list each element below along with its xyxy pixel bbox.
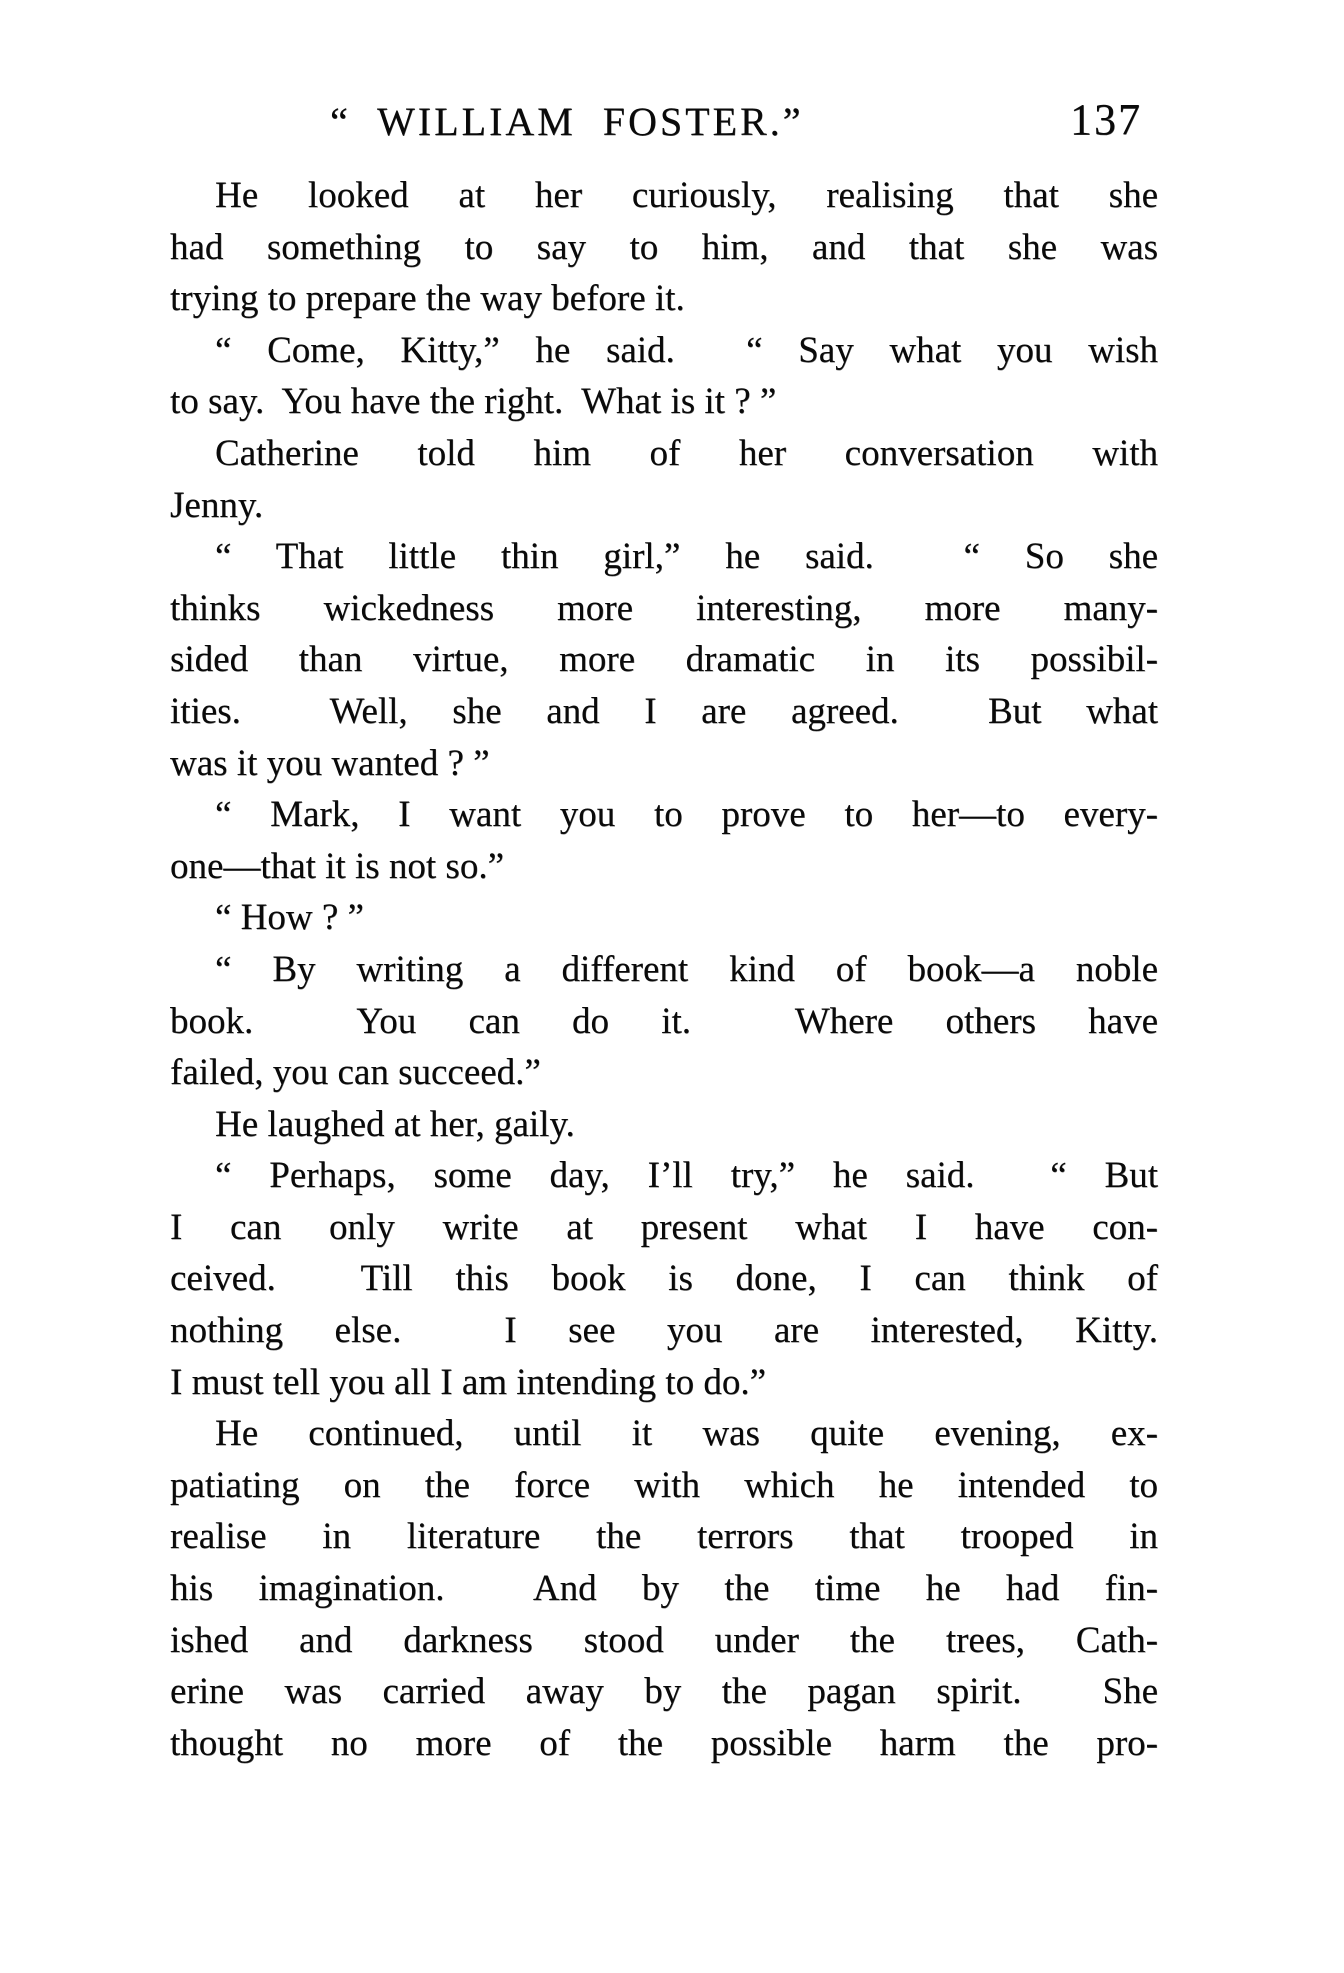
text-line: nothing else. I see you are interested, Kitty. [170,1310,1158,1352]
text-line: patiating on the force with which he intended to [170,1464,1158,1506]
page-title: “ WILLIAM FOSTER.” [330,99,804,144]
text-line: “ Mark, I want you to prove to her—to every- [215,794,1158,836]
text-line: thought no more of the possible harm the pro- [170,1722,1158,1764]
text-line: his imagination. And by the time he had fin- [170,1568,1158,1610]
text-line: “ Perhaps, some day, I’ll try,” he said. “ But [215,1155,1158,1197]
text-line: Jenny. [170,484,264,526]
text-line: failed, you can succeed.” [170,1052,541,1094]
text-line: I can only write at present what I have con- [170,1206,1158,1248]
text-line: I must tell you all I am intending to do.” [170,1361,767,1403]
text-line: ities. Well, she and I are agreed. But what [170,690,1158,732]
text-line: realise in literature the terrors that trooped in [170,1516,1158,1558]
text-line: “ That little thin girl,” he said. “ So she [215,536,1158,578]
text-line: trying to prepare the way before it. [170,278,685,320]
text-line: erine was carried away by the pagan spirit. She [170,1671,1158,1713]
running-header [170,94,1158,150]
text-line: book. You can do it. Where others have [170,1000,1158,1042]
text-line: Catherine told him of her conversation with [215,432,1158,474]
text-line: ceived. Till this book is done, I can think of [170,1258,1158,1300]
body-text [170,170,1158,1769]
text-line: “ How ? ” [215,897,364,939]
page-number: 137 [1070,95,1142,144]
text-line: one—that it is not so.” [170,845,504,887]
text-line: had something to say to him, and that she was [170,226,1158,268]
text-line: was it you wanted ? ” [170,742,490,784]
text-line: sided than virtue, more dramatic in its possibil- [170,639,1158,681]
text-line: to say. You have the right. What is it ? ” [170,381,777,423]
text-line: thinks wickedness more interesting, more many- [170,587,1158,629]
text-line: “ Come, Kitty,” he said. “ Say what you wish [215,329,1158,371]
text-line: He continued, until it was quite evening, ex- [215,1413,1158,1455]
text-line: “ By writing a different kind of book—a noble [215,948,1158,990]
text-line: He looked at her curiously, realising that she [215,175,1158,216]
text-line: He laughed at her, gaily. [215,1103,575,1145]
text-line: ished and darkness stood under the trees, Cath- [170,1619,1158,1661]
